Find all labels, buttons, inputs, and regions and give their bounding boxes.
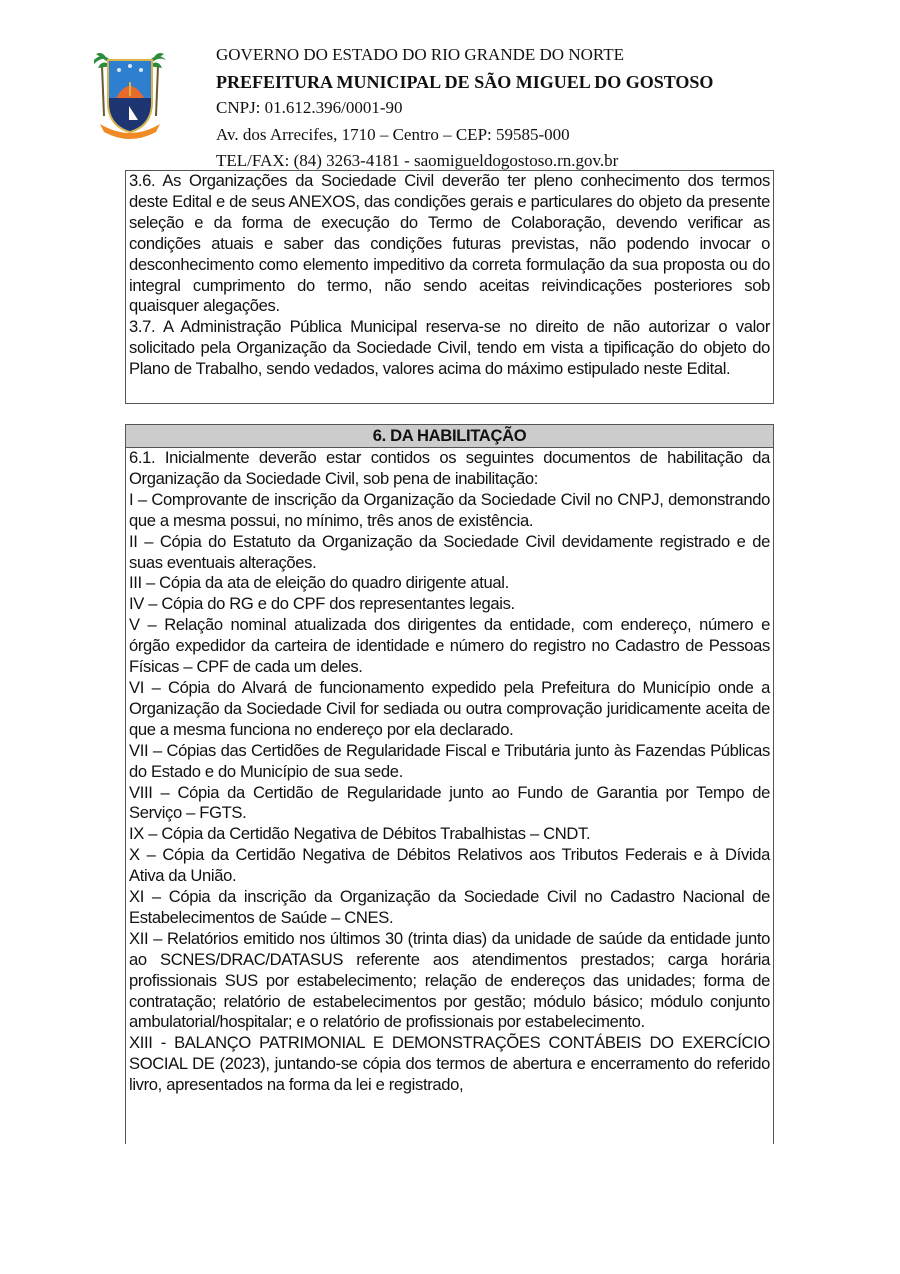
item-viii: VIII – Cópia da Certidão de Regularidade junto ao Fundo de Garantia por Tempo de Serviço – FGTS. [129, 782, 770, 823]
cnpj-line: CNPJ: 01.612.396/0001-90 [216, 98, 403, 117]
item-vi: VI – Cópia do Alvará de funcionamento expedido pela Prefeitura do Município onde a Organização da Sociedade Civil for sediada ou outra comprovação juridicamente aceita de que a mesma funciona no endereço por ela declarado. [129, 677, 770, 739]
section-6-box [125, 424, 774, 1144]
clause-6-1: 6.1. Inicialmente deverão estar contidos os seguintes documentos de habilitação da Organização da Sociedade Civil, sob pena de inabilitação: [129, 448, 770, 488]
item-xiii: XIII - BALANÇO PATRIMONIAL E DEMONSTRAÇÕES CONTÁBEIS DO EXERCÍCIO SOCIAL DE (2023), juntando-se cópia dos termos de abertura e encerramento do referido livro, apresentados na forma da lei e registrado, [129, 1033, 770, 1095]
item-v: V – Relação nominal atualizada dos dirigentes da entidade, com endereço, número e órgão expedidor da carteira de identidade e número do registro no Cadastro de Pessoas Físicas – CPF de cada um deles. [129, 615, 770, 677]
section-title: 6. DA HABILITAÇÃO [126, 425, 773, 448]
item-ix: IX – Cópia da Certidão Negativa de Débitos Trabalhistas – CNDT. [129, 824, 591, 844]
item-xii: XII – Relatórios emitido nos últimos 30 (trinta dias) da unidade de saúde da entidade junto ao SCNES/DRAC/DATASUS referente aos atendimentos prestados; carga horária profissionais SUS por estabelecimento; relação de endereços das unidades; forma de contratação; relatório de estabelecimentos por gestão; módulo básico; módulo conjunto ambulatorial/hospitalar; e o relatório de profissionais por estabelecimento. [129, 928, 770, 1032]
state-government-line: GOVERNO DO ESTADO DO RIO GRANDE DO NORTE [216, 45, 624, 64]
item-iii: III – Cópia da ata de eleição do quadro dirigente atual. [129, 573, 509, 593]
coat-of-arms-icon [94, 46, 166, 142]
item-iv: IV – Cópia do RG e do CPF dos representantes legais. [129, 594, 515, 614]
municipality-name: PREFEITURA MUNICIPAL DE SÃO MIGUEL DO GOSTOSO [216, 71, 714, 92]
item-xi: XI – Cópia da inscrição da Organização da Sociedade Civil no Cadastro Nacional de Estabelecimentos de Saúde – CNES. [129, 887, 770, 927]
clause-3-6: 3.6. As Organizações da Sociedade Civil deverão ter pleno conhecimento dos termos deste Edital e de seus ANEXOS, das condições gerais e particulares do objeto da presente seleção e da forma de execução do Termo de Colaboração, devendo verificar as condições atuais e saber das condições futuras previstas, não podendo invocar o desconhecimento como elemento impeditivo da correta formulação da sua proposta ou do integral cumprimento do termo, não sendo aceitas reivindicações posteriores sob quaisquer alegações. [129, 171, 770, 316]
letterhead-text [216, 42, 713, 175]
clause-3-7: 3.7. A Administração Pública Municipal reserva-se no direito de não autorizar o valor solicitado pela Organização da Sociedade Civil, tendo em vista a tipificação do objeto do Plano de Trabalho, sendo vedados, valores acima do máximo estipulado neste Edital. [129, 317, 770, 379]
address-line: Av. dos Arrecifes, 1710 – Centro – CEP: 59585-000 [216, 124, 570, 144]
contact-line: TEL/FAX: (84) 3263-4181 - saomigueldogostoso.rn.gov.br [216, 151, 619, 170]
item-ii: II – Cópia do Estatuto da Organização da Sociedade Civil devidamente registrado e de suas eventuais alterações. [129, 531, 770, 572]
item-x: X – Cópia da Certidão Negativa de Débitos Relativos aos Tributos Federais e à Dívida Ativa da União. [129, 845, 770, 886]
item-vii: VII – Cópias das Certidões de Regularidade Fiscal e Tributária junto às Fazendas Públicas do Estado e do Município de sua sede. [129, 740, 770, 781]
item-i: I – Comprovante de inscrição da Organização da Sociedade Civil no CNPJ, demonstrando que a mesma possui, no mínimo, três anos de existência. [129, 489, 770, 530]
clauses-3-box [125, 170, 774, 404]
letterhead [0, 0, 900, 168]
